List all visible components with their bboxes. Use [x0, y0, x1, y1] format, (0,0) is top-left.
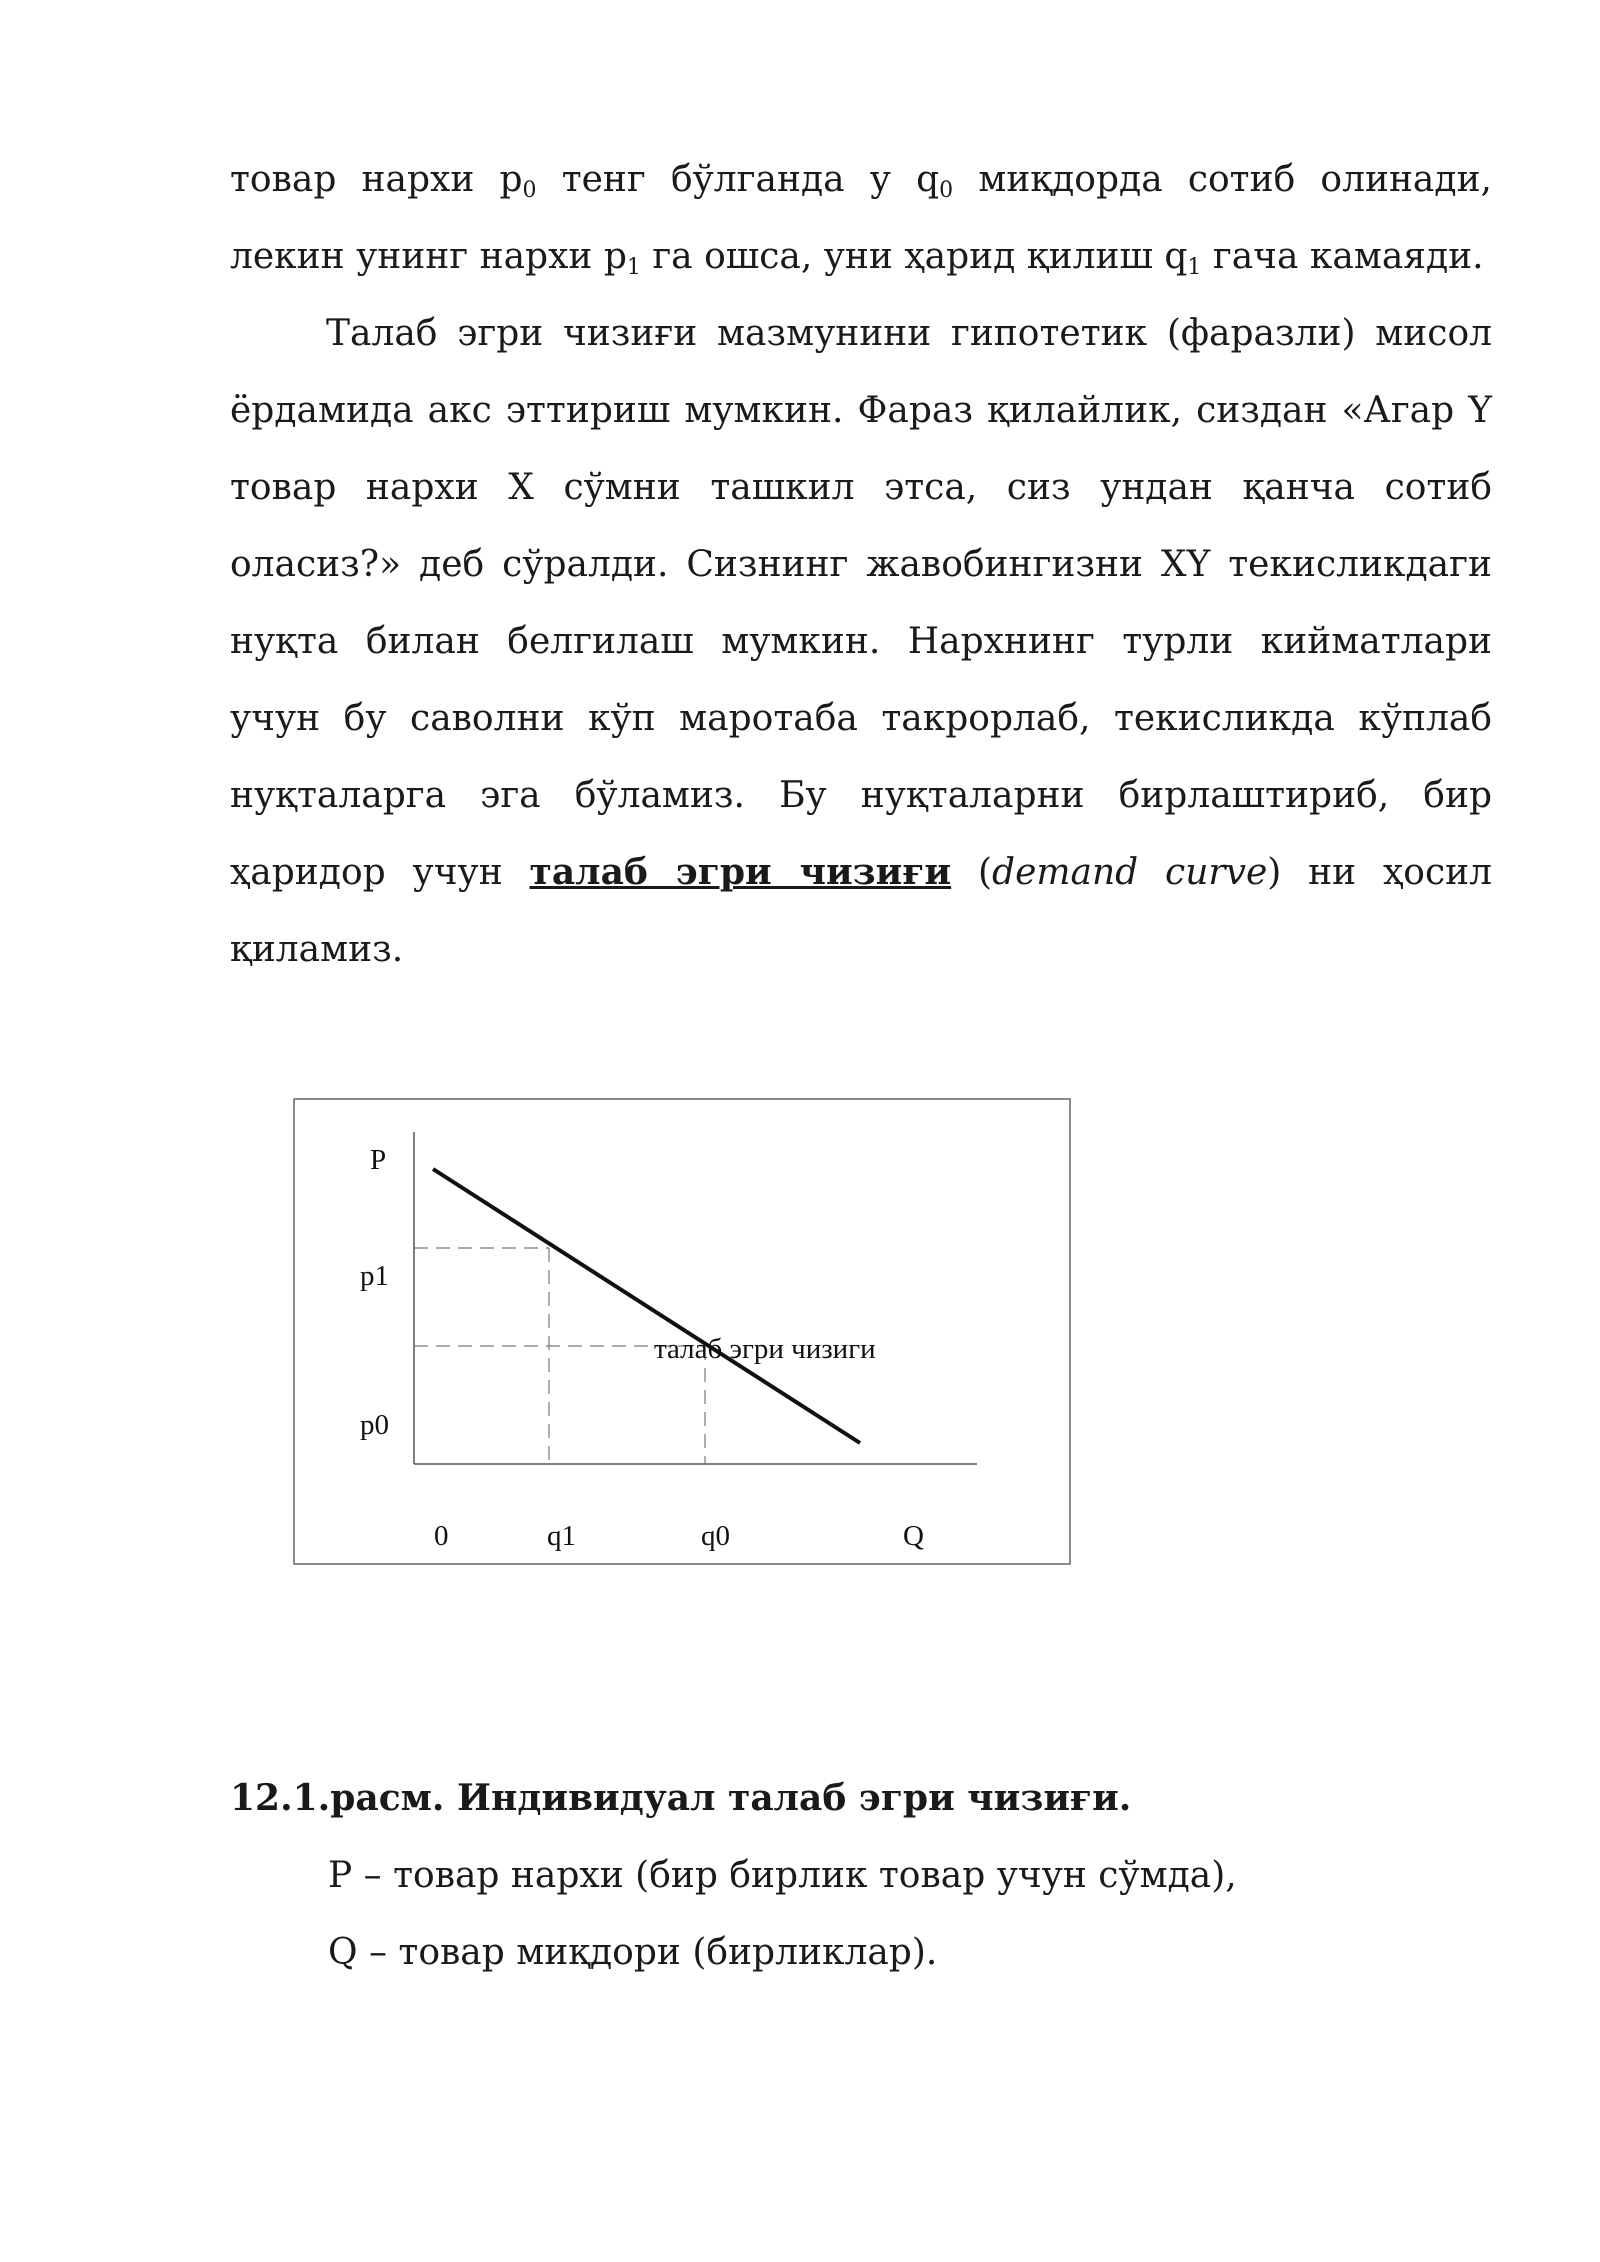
body-text — [230, 141, 1492, 988]
subscript: 1 — [1187, 255, 1202, 280]
subscript: 1 — [626, 255, 641, 280]
legend-p: P – товар нархи (бир бирлик товар учун сўмда), — [328, 1855, 1237, 1896]
key-term: талаб эгри чизиғи — [529, 851, 952, 893]
p1-label: p1 — [360, 1260, 389, 1292]
key-term-english: demand curve — [992, 852, 1268, 893]
text-fragment: Талаб эгри чизиғи мазмунини гипотетик (фаразли) мисол ёрдамида акс эттириш мумкин. Фараз қилайлик, сиздан «Агар Y товар нархи X сўмни ташкил этса, сиз ундан қанча сотиб оласиз?» деб сўралди. Сизнинг жавобингизни XY текисликдаги нуқта билан белгилаш мумкин. Нархнинг турли кийматлари учун бу саволни кўп маротаба такрорлаб, текисликда кўплаб нуқталарга эга бўламиз. Бу нуқталарни бирлаштириб, бир ҳаридор учун — [230, 313, 1492, 893]
origin-label: 0 — [434, 1520, 449, 1552]
paragraph-1-line-2 — [230, 218, 1492, 295]
text-fragment: тенг бўлганда у q — [536, 159, 940, 200]
p0-label: p0 — [360, 1409, 389, 1441]
text-fragment: миқдорда сотиб олинади, — [953, 159, 1492, 200]
legend-q: Q – товар миқдори (бирликлар). — [328, 1932, 938, 1973]
figure-caption — [230, 1760, 1492, 1991]
text-fragment: ) ни ҳосил қиламиз. — [230, 852, 1492, 970]
curve-label: талаб эгри чизиги — [654, 1333, 876, 1365]
subscript: 0 — [939, 178, 954, 203]
text-fragment: гача камаяди. — [1201, 236, 1484, 277]
text-fragment: га ошса, уни ҳарид қилиш q — [640, 236, 1188, 277]
q0-label: q0 — [701, 1520, 730, 1552]
demand-curve-figure — [293, 1098, 1071, 1565]
text-fragment: товар нархи p — [230, 159, 523, 200]
y-axis-label: P — [370, 1144, 387, 1176]
text-fragment: лекин унинг нархи p — [230, 236, 627, 277]
paragraph-1-line-1 — [230, 141, 1492, 218]
figure-frame — [294, 1099, 1070, 1564]
subscript: 0 — [522, 178, 537, 203]
paragraph-2 — [230, 295, 1492, 988]
x-axis-label: Q — [903, 1520, 924, 1552]
q1-label: q1 — [547, 1520, 576, 1552]
text-fragment: ( — [951, 852, 993, 893]
caption-title: 12.1.расм. Индивидуал талаб эгри чизиғи. — [230, 1777, 1132, 1819]
demand-curve-diagram — [293, 1098, 1071, 1565]
